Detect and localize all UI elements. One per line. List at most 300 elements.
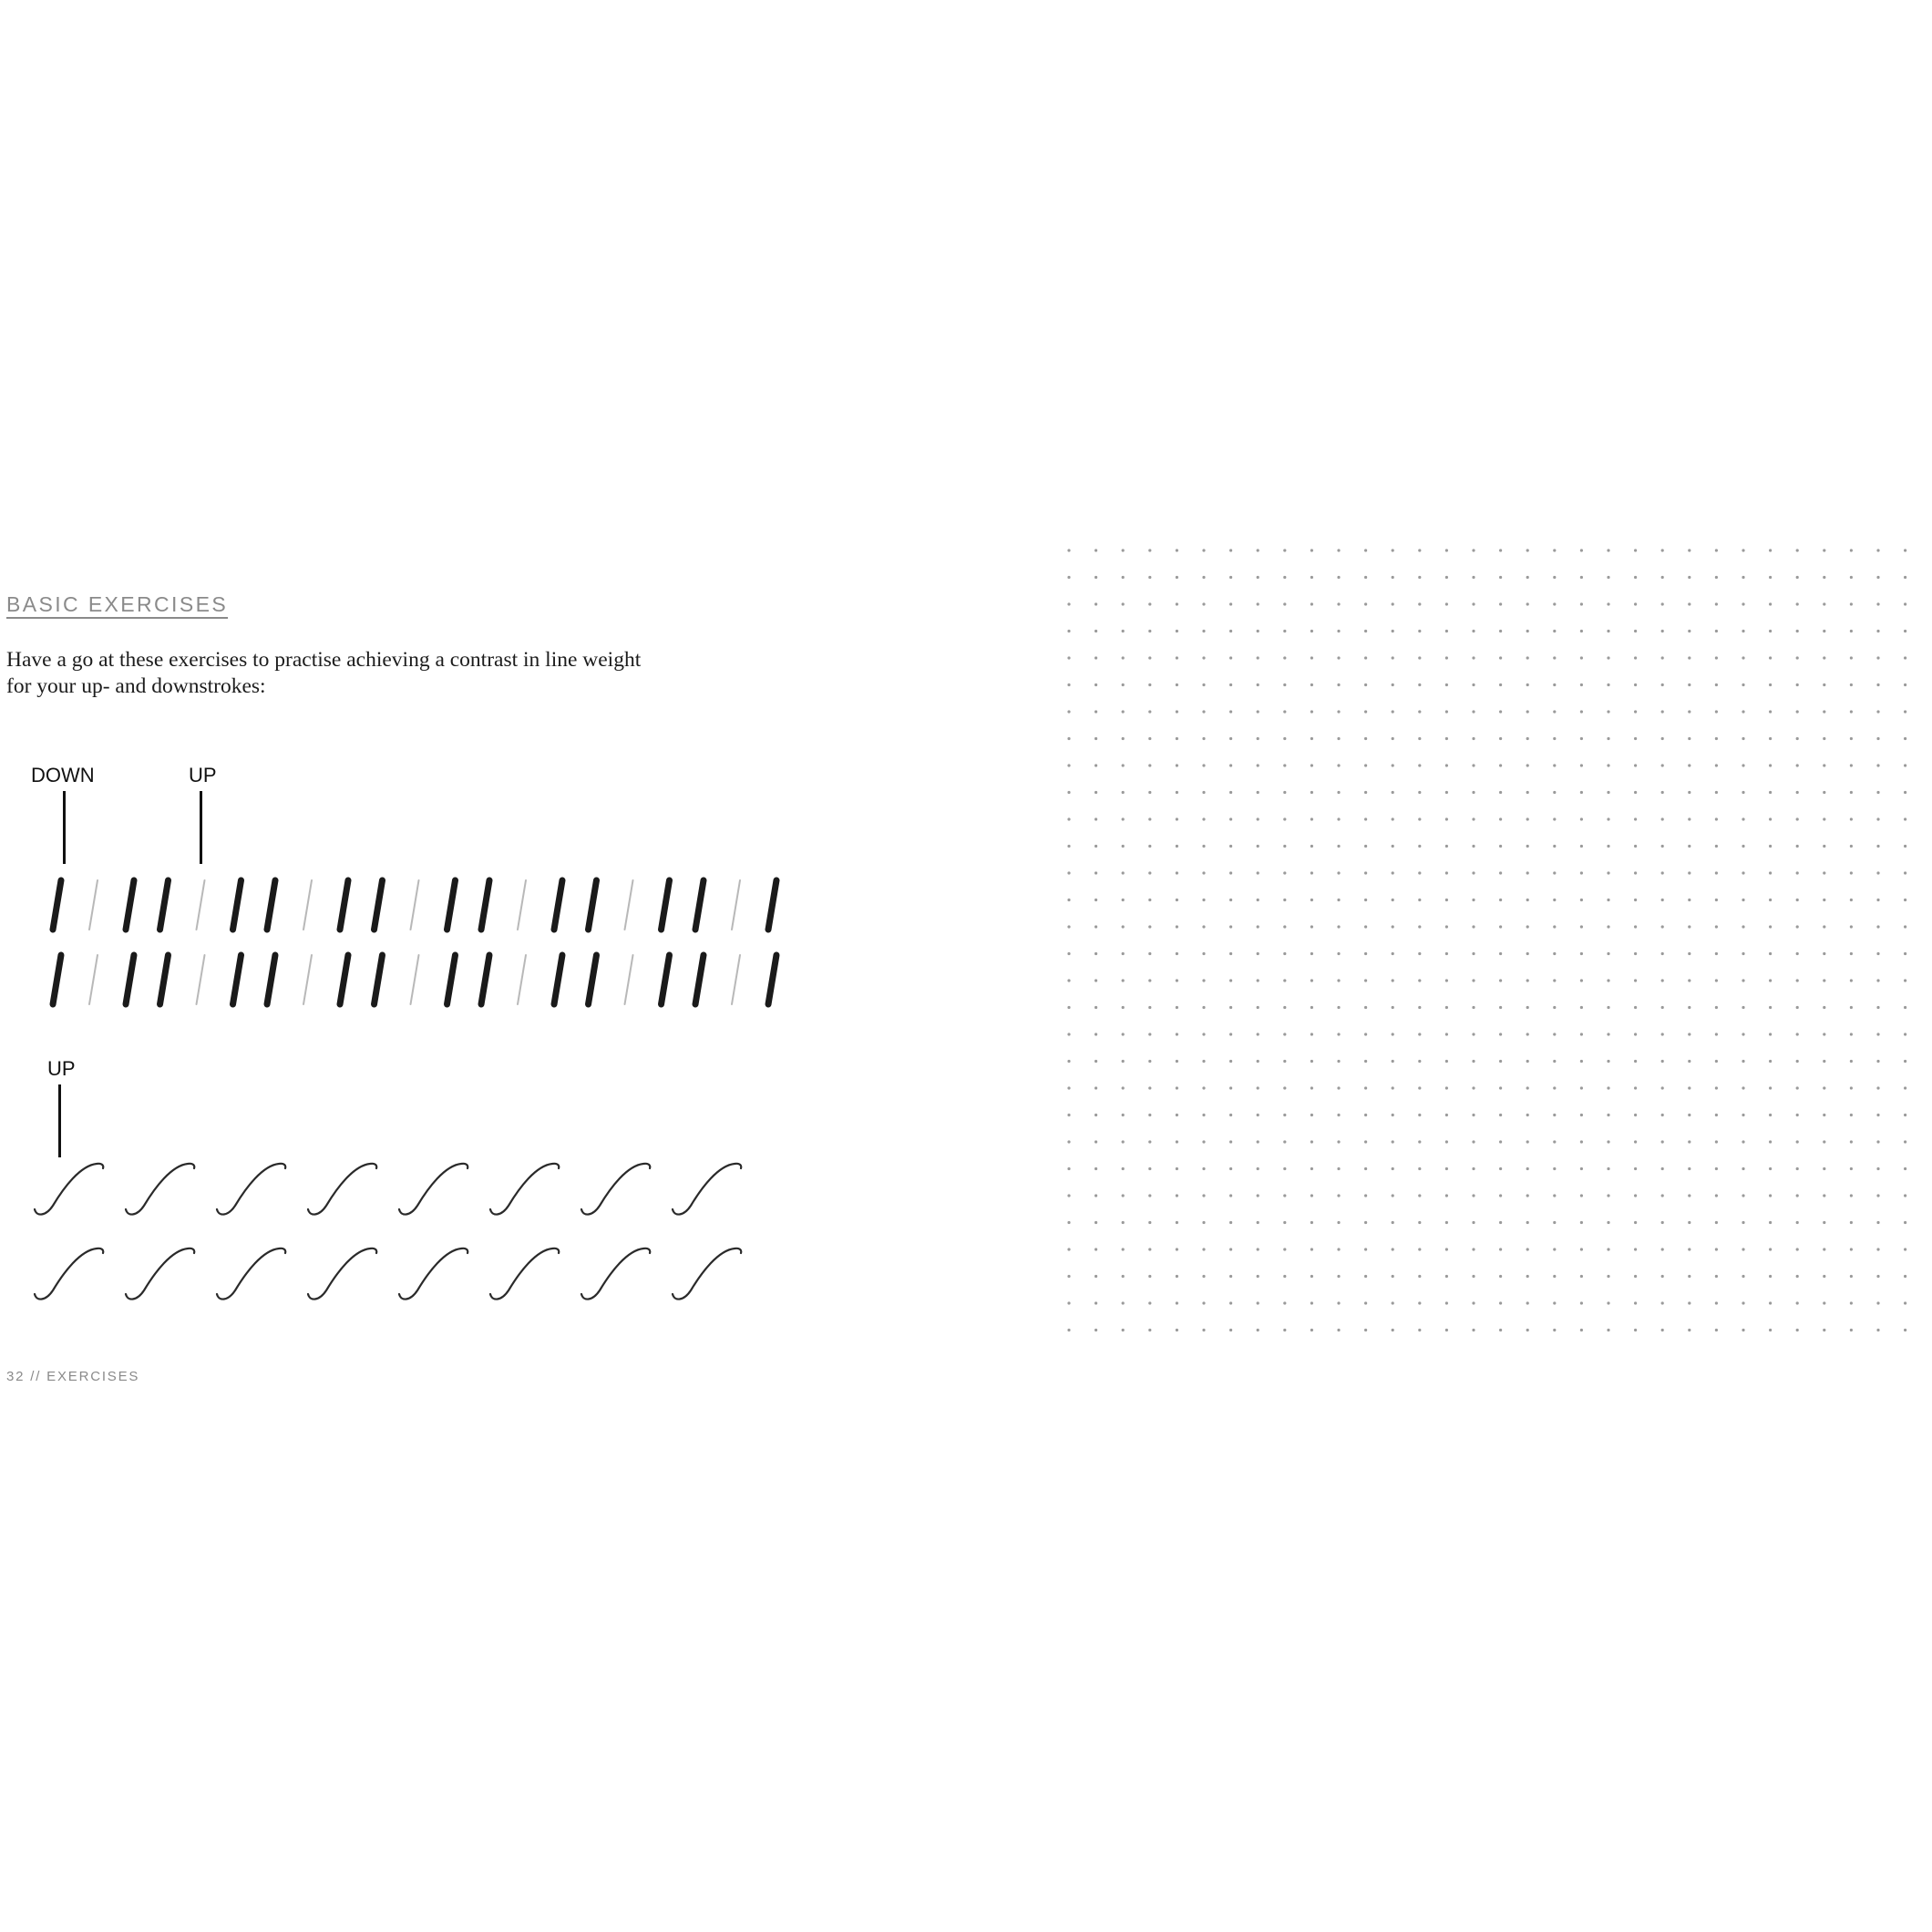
grid-dot	[1418, 1114, 1421, 1116]
grid-dot	[1472, 576, 1475, 579]
grid-dot	[1876, 899, 1879, 901]
grid-dot	[1499, 1060, 1502, 1063]
grid-dot	[1364, 737, 1367, 740]
grid-dot	[1176, 1329, 1178, 1331]
grid-dot	[1876, 764, 1879, 766]
grid-dot	[1580, 683, 1583, 686]
grid-dot	[1337, 764, 1340, 766]
grid-dot	[1876, 1248, 1879, 1250]
grid-dot	[1769, 1194, 1772, 1197]
grid-dot	[1176, 1006, 1178, 1009]
page-footer: 32 // EXERCISES	[6, 1369, 140, 1384]
grid-dot	[1176, 656, 1178, 659]
grid-dot	[1499, 925, 1502, 928]
grid-dot	[1850, 1033, 1853, 1035]
grid-dot	[1823, 549, 1825, 551]
grid-dot	[1176, 791, 1178, 794]
grid-dot	[1580, 871, 1583, 874]
grid-dot	[1257, 1301, 1259, 1304]
grid-dot	[1122, 1301, 1125, 1304]
grid-dot	[1257, 925, 1259, 928]
grid-dot	[1769, 630, 1772, 632]
grid-dot	[1742, 1329, 1744, 1331]
grid-dot	[1796, 899, 1799, 901]
grid-dot	[1607, 764, 1609, 766]
grid-dot	[1769, 1221, 1772, 1224]
grid-dot	[1634, 602, 1637, 605]
grid-dot	[1418, 1248, 1421, 1250]
grid-dot	[1553, 549, 1556, 551]
grid-dot	[1553, 1221, 1556, 1224]
grid-dot	[1122, 1329, 1125, 1331]
grid-dot	[1876, 710, 1879, 713]
grid-dot	[1257, 737, 1259, 740]
grid-dot	[1876, 817, 1879, 820]
grid-dot	[1850, 952, 1853, 955]
grid-dot	[1553, 952, 1556, 955]
grid-dot	[1229, 952, 1232, 955]
grid-dot	[1904, 1275, 1906, 1278]
grid-dot	[1122, 1006, 1125, 1009]
grid-dot	[1283, 1086, 1286, 1089]
grid-dot	[1634, 1086, 1637, 1089]
grid-dot	[1337, 1167, 1340, 1170]
grid-dot	[1715, 1301, 1718, 1304]
grid-dot	[1122, 899, 1125, 901]
grid-dot	[1364, 791, 1367, 794]
grid-dot	[1850, 871, 1853, 874]
grid-dot	[1553, 845, 1556, 848]
grid-dot	[1904, 817, 1906, 820]
grid-dot	[1634, 1140, 1637, 1143]
grid-dot	[1634, 1329, 1637, 1331]
grid-dot	[1392, 979, 1394, 981]
grid-dot	[1445, 1060, 1448, 1063]
grid-dot	[1607, 1194, 1609, 1197]
grid-dot	[1094, 979, 1097, 981]
grid-dot	[1122, 630, 1125, 632]
grid-dot	[1769, 1140, 1772, 1143]
grid-dot	[1122, 576, 1125, 579]
grid-dot	[1688, 1275, 1690, 1278]
grid-dot	[1796, 1060, 1799, 1063]
grid-dot	[1823, 1140, 1825, 1143]
grid-dot	[1392, 925, 1394, 928]
grid-dot	[1094, 817, 1097, 820]
grid-dot	[1904, 1086, 1906, 1089]
grid-dot	[1067, 1221, 1070, 1224]
grid-dot	[1526, 549, 1529, 551]
grid-dot	[1472, 1194, 1475, 1197]
grid-dot	[1499, 630, 1502, 632]
grid-dot	[1904, 576, 1906, 579]
grid-dot	[1499, 1301, 1502, 1304]
grid-dot	[1796, 1301, 1799, 1304]
grid-dot	[1850, 1167, 1853, 1170]
grid-dot	[1229, 549, 1232, 551]
grid-dot	[1553, 710, 1556, 713]
grid-dot	[1769, 1033, 1772, 1035]
grid-dot	[1796, 1329, 1799, 1331]
grid-dot	[1392, 1221, 1394, 1224]
grid-dot	[1904, 1167, 1906, 1170]
grid-dot	[1634, 1167, 1637, 1170]
grid-dot	[1876, 925, 1879, 928]
grid-dot	[1176, 1301, 1178, 1304]
grid-dot	[1769, 979, 1772, 981]
grid-dot	[1742, 1167, 1744, 1170]
grid-dot	[1580, 630, 1583, 632]
grid-dot	[1580, 576, 1583, 579]
grid-dot	[1823, 925, 1825, 928]
grid-dot	[1796, 1248, 1799, 1250]
grid-dot	[1526, 871, 1529, 874]
grid-dot	[1823, 1060, 1825, 1063]
grid-dot	[1715, 1006, 1718, 1009]
grid-dot	[1067, 1329, 1070, 1331]
grid-dot	[1472, 549, 1475, 551]
grid-dot	[1661, 1301, 1664, 1304]
grid-dot	[1148, 1060, 1151, 1063]
grid-dot	[1418, 1060, 1421, 1063]
grid-dot	[1607, 710, 1609, 713]
grid-dot	[1337, 1248, 1340, 1250]
grid-dot	[1148, 845, 1151, 848]
grid-dot	[1202, 925, 1205, 928]
grid-dot	[1499, 602, 1502, 605]
grid-dot	[1499, 683, 1502, 686]
grid-dot	[1229, 737, 1232, 740]
grid-dot	[1823, 1086, 1825, 1089]
grid-dot	[1715, 764, 1718, 766]
grid-dot	[1310, 602, 1313, 605]
grid-dot	[1176, 630, 1178, 632]
grid-dot	[1445, 952, 1448, 955]
grid-dot	[1850, 1248, 1853, 1250]
grid-dot	[1176, 1060, 1178, 1063]
grid-dot	[1904, 979, 1906, 981]
grid-dot	[1607, 1140, 1609, 1143]
grid-dot	[1257, 1329, 1259, 1331]
grid-dot	[1392, 1329, 1394, 1331]
grid-dot	[1148, 871, 1151, 874]
grid-dot	[1823, 1114, 1825, 1116]
grid-dot	[1796, 549, 1799, 551]
grid-dot	[1176, 764, 1178, 766]
grid-dot	[1067, 925, 1070, 928]
grid-dot	[1445, 1140, 1448, 1143]
grid-dot	[1580, 710, 1583, 713]
grid-dot	[1526, 1086, 1529, 1089]
grid-dot	[1445, 817, 1448, 820]
grid-dot	[1283, 1033, 1286, 1035]
grid-dot	[1392, 576, 1394, 579]
grid-dot	[1580, 764, 1583, 766]
grid-dot	[1742, 737, 1744, 740]
grid-dot	[1742, 1248, 1744, 1250]
grid-dot	[1715, 1221, 1718, 1224]
grid-dot	[1607, 817, 1609, 820]
grid-dot	[1310, 952, 1313, 955]
grid-dot	[1634, 1033, 1637, 1035]
grid-dot	[1553, 656, 1556, 659]
grid-dot	[1904, 952, 1906, 955]
grid-dot	[1553, 576, 1556, 579]
grid-dot	[1418, 576, 1421, 579]
grid-dot	[1580, 737, 1583, 740]
grid-dot	[1742, 602, 1744, 605]
grid-dot	[1310, 817, 1313, 820]
grid-dot	[1094, 710, 1097, 713]
grid-dot	[1850, 1301, 1853, 1304]
grid-dot	[1364, 602, 1367, 605]
grid-dot	[1607, 602, 1609, 605]
grid-dot	[1310, 737, 1313, 740]
grid-dot	[1876, 656, 1879, 659]
grid-dot	[1634, 764, 1637, 766]
grid-dot	[1257, 630, 1259, 632]
label-up: UP	[189, 764, 217, 786]
grid-dot	[1796, 1167, 1799, 1170]
grid-dot	[1364, 630, 1367, 632]
grid-dot	[1850, 1140, 1853, 1143]
grid-dot	[1364, 1060, 1367, 1063]
grid-dot	[1337, 925, 1340, 928]
grid-dot	[1472, 1301, 1475, 1304]
grid-dot	[1607, 1329, 1609, 1331]
grid-dot	[1796, 683, 1799, 686]
grid-dot	[1094, 925, 1097, 928]
grid-dot	[1850, 1221, 1853, 1224]
grid-dot	[1257, 764, 1259, 766]
grid-dot	[1310, 925, 1313, 928]
grid-dot	[1661, 1248, 1664, 1250]
grid-dot	[1580, 1140, 1583, 1143]
grid-dot	[1688, 764, 1690, 766]
grid-dot	[1580, 817, 1583, 820]
grid-dot	[1337, 656, 1340, 659]
grid-dot	[1607, 845, 1609, 848]
grid-dot	[1067, 952, 1070, 955]
grid-dot	[1634, 576, 1637, 579]
grid-dot	[1148, 576, 1151, 579]
grid-dot	[1445, 1275, 1448, 1278]
grid-dot	[1148, 737, 1151, 740]
grid-dot	[1850, 683, 1853, 686]
grid-dot	[1580, 1248, 1583, 1250]
grid-dot	[1176, 1167, 1178, 1170]
grid-dot	[1148, 817, 1151, 820]
grid-dot	[1337, 817, 1340, 820]
grid-dot	[1472, 1086, 1475, 1089]
grid-dot	[1580, 979, 1583, 981]
grid-dot	[1202, 979, 1205, 981]
grid-dot	[1472, 1140, 1475, 1143]
grid-dot	[1823, 1167, 1825, 1170]
grid-dot	[1876, 1329, 1879, 1331]
grid-dot	[1337, 737, 1340, 740]
grid-dot	[1094, 1275, 1097, 1278]
grid-dot	[1607, 952, 1609, 955]
grid-dot	[1904, 791, 1906, 794]
grid-dot	[1392, 1033, 1394, 1035]
grid-dot	[1257, 817, 1259, 820]
grid-dot	[1202, 1167, 1205, 1170]
grid-dot	[1094, 1033, 1097, 1035]
grid-dot	[1634, 979, 1637, 981]
grid-dot	[1148, 1006, 1151, 1009]
grid-dot	[1472, 1275, 1475, 1278]
grid-dot	[1122, 549, 1125, 551]
grid-dot	[1634, 845, 1637, 848]
grid-dot	[1661, 1060, 1664, 1063]
grid-dot	[1202, 1140, 1205, 1143]
grid-dot	[1904, 1114, 1906, 1116]
grid-dot	[1715, 1060, 1718, 1063]
grid-dot	[1904, 710, 1906, 713]
grid-dot	[1688, 1167, 1690, 1170]
grid-dot	[1499, 871, 1502, 874]
grid-dot	[1202, 791, 1205, 794]
grid-dot	[1472, 764, 1475, 766]
grid-dot	[1607, 871, 1609, 874]
grid-dot	[1715, 925, 1718, 928]
grid-dot	[1257, 1194, 1259, 1197]
grid-dot	[1067, 1114, 1070, 1116]
grid-dot	[1607, 737, 1609, 740]
grid-dot	[1688, 925, 1690, 928]
grid-dot	[1823, 602, 1825, 605]
grid-dot	[1067, 549, 1070, 551]
grid-dot	[1607, 1167, 1609, 1170]
grid-dot	[1742, 656, 1744, 659]
grid-dot	[1742, 549, 1744, 551]
grid-dot	[1392, 871, 1394, 874]
grid-dot	[1742, 710, 1744, 713]
grid-dot	[1229, 1167, 1232, 1170]
grid-dot	[1202, 630, 1205, 632]
grid-dot	[1904, 1033, 1906, 1035]
grid-dot	[1850, 602, 1853, 605]
grid-dot	[1688, 1006, 1690, 1009]
grid-dot	[1364, 979, 1367, 981]
grid-dot	[1850, 1086, 1853, 1089]
grid-dot	[1688, 952, 1690, 955]
grid-dot	[1257, 1140, 1259, 1143]
grid-dot	[1445, 656, 1448, 659]
grid-dot	[1876, 683, 1879, 686]
grid-dot	[1067, 1248, 1070, 1250]
grid-dot	[1742, 1033, 1744, 1035]
grid-dot	[1283, 925, 1286, 928]
grid-dot	[1823, 710, 1825, 713]
grid-dot	[1661, 1329, 1664, 1331]
grid-dot	[1337, 549, 1340, 551]
grid-dot	[1715, 602, 1718, 605]
grid-dot	[1310, 1275, 1313, 1278]
grid-dot	[1094, 630, 1097, 632]
grid-dot	[1661, 817, 1664, 820]
grid-dot	[1580, 1060, 1583, 1063]
grid-dot	[1445, 791, 1448, 794]
grid-dot	[1094, 1140, 1097, 1143]
grid-dot	[1257, 1006, 1259, 1009]
grid-dot	[1499, 1033, 1502, 1035]
grid-dot	[1688, 1086, 1690, 1089]
grid-dot	[1392, 1194, 1394, 1197]
grid-dot	[1229, 1221, 1232, 1224]
grid-dot	[1607, 1086, 1609, 1089]
grid-dot	[1067, 683, 1070, 686]
grid-dot	[1634, 817, 1637, 820]
grid-dot	[1067, 1194, 1070, 1197]
grid-dot	[1580, 1329, 1583, 1331]
grid-dot	[1283, 871, 1286, 874]
grid-dot	[1580, 845, 1583, 848]
grid-dot	[1310, 791, 1313, 794]
grid-dot	[1148, 925, 1151, 928]
grid-dot	[1283, 817, 1286, 820]
grid-dot	[1823, 979, 1825, 981]
grid-dot	[1742, 1221, 1744, 1224]
grid-dot	[1526, 817, 1529, 820]
grid-dot	[1688, 1329, 1690, 1331]
grid-dot	[1418, 952, 1421, 955]
grid-dot	[1553, 602, 1556, 605]
grid-dot	[1202, 549, 1205, 551]
grid-dot	[1580, 925, 1583, 928]
grid-dot	[1364, 549, 1367, 551]
grid-dot	[1661, 656, 1664, 659]
grid-dot	[1661, 1006, 1664, 1009]
grid-dot	[1337, 845, 1340, 848]
grid-dot	[1283, 979, 1286, 981]
grid-dot	[1283, 1167, 1286, 1170]
grid-dot	[1392, 1140, 1394, 1143]
grid-dot	[1688, 1114, 1690, 1116]
grid-dot	[1418, 737, 1421, 740]
grid-dot	[1553, 1140, 1556, 1143]
grid-dot	[1067, 602, 1070, 605]
grid-dot	[1067, 1167, 1070, 1170]
grid-dot	[1148, 979, 1151, 981]
grid-dot	[1715, 710, 1718, 713]
grid-dot	[1823, 1221, 1825, 1224]
grid-dot	[1553, 630, 1556, 632]
grid-dot	[1876, 737, 1879, 740]
grid-dot	[1688, 602, 1690, 605]
grid-dot	[1553, 1060, 1556, 1063]
grid-dot	[1337, 952, 1340, 955]
grid-dot	[1769, 737, 1772, 740]
grid-dot	[1418, 1301, 1421, 1304]
grid-dot	[1229, 1140, 1232, 1143]
grid-dot	[1148, 1275, 1151, 1278]
grid-dot	[1661, 979, 1664, 981]
grid-dot	[1823, 576, 1825, 579]
grid-dot	[1876, 1114, 1879, 1116]
grid-dot	[1418, 1221, 1421, 1224]
grid-dot	[1122, 602, 1125, 605]
grid-dot	[1715, 1167, 1718, 1170]
grid-dot	[1202, 952, 1205, 955]
grid-dot	[1418, 979, 1421, 981]
grid-dot	[1796, 871, 1799, 874]
grid-dot	[1445, 899, 1448, 901]
grid-dot	[1364, 1006, 1367, 1009]
grid-dot	[1499, 1329, 1502, 1331]
grid-dot	[1364, 1248, 1367, 1250]
